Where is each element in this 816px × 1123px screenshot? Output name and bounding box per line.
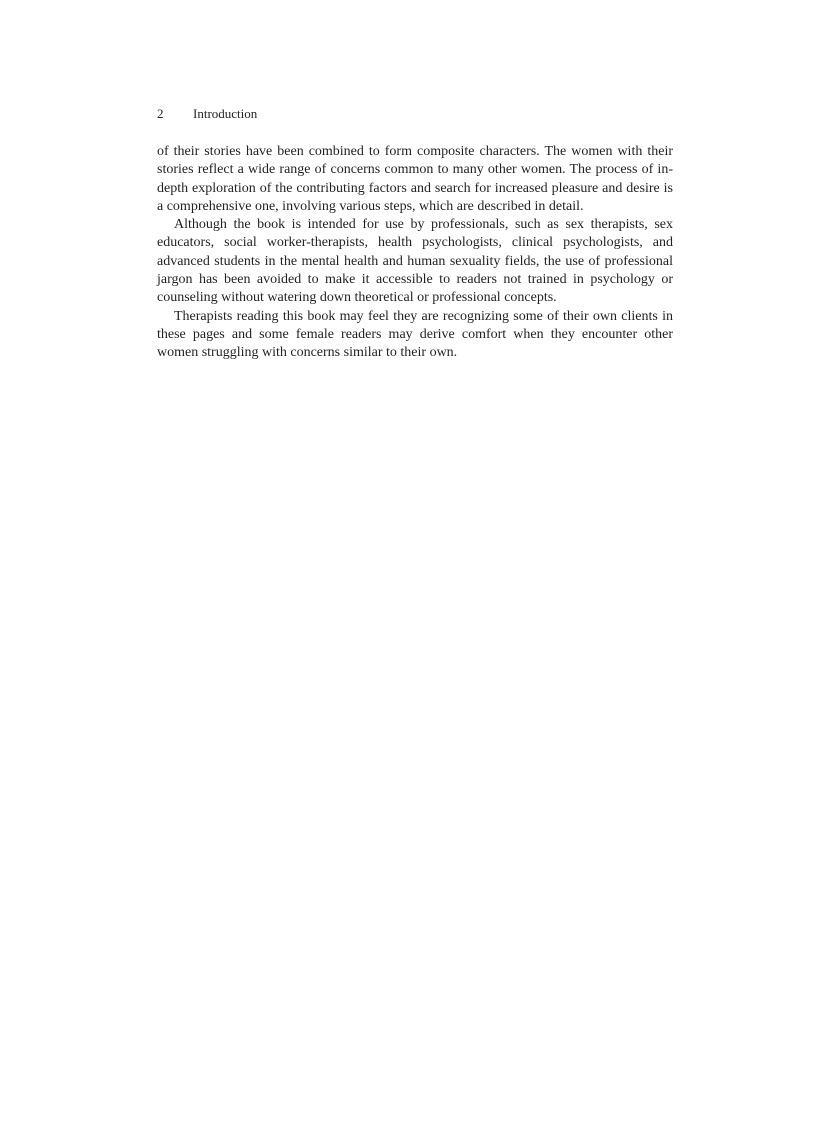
paragraph-continuation: of their stories have been combined to form composite characters. The women with their stories reflect a wide range of concerns common to many other women. The process of in-depth exploration of the contributing factors and search for increased pleasure and desire is a comprehensive one, involving various steps, which are described in detail. — [157, 144, 673, 214]
page-number: 2 — [157, 106, 164, 121]
running-title: Introduction — [193, 106, 258, 121]
paragraph-audience: Although the book is intended for use by professionals, such as sex therapists, sex educators, social worker-therapists, health psychologists, clinical psychologists, and advanced students in the mental health and human sexuality fields, the use of professional jargon has been avoided to make it accessible to readers not trained in psychology or counseling without watering down theoretical or professional concepts. — [157, 217, 673, 306]
running-head — [157, 105, 257, 123]
paragraph-readers: Therapists reading this book may feel they are recognizing some of their own clients in these pages and some female readers may derive comfort when they encounter other women struggling with concerns similar to their own. — [157, 308, 673, 361]
body-text — [157, 143, 673, 363]
